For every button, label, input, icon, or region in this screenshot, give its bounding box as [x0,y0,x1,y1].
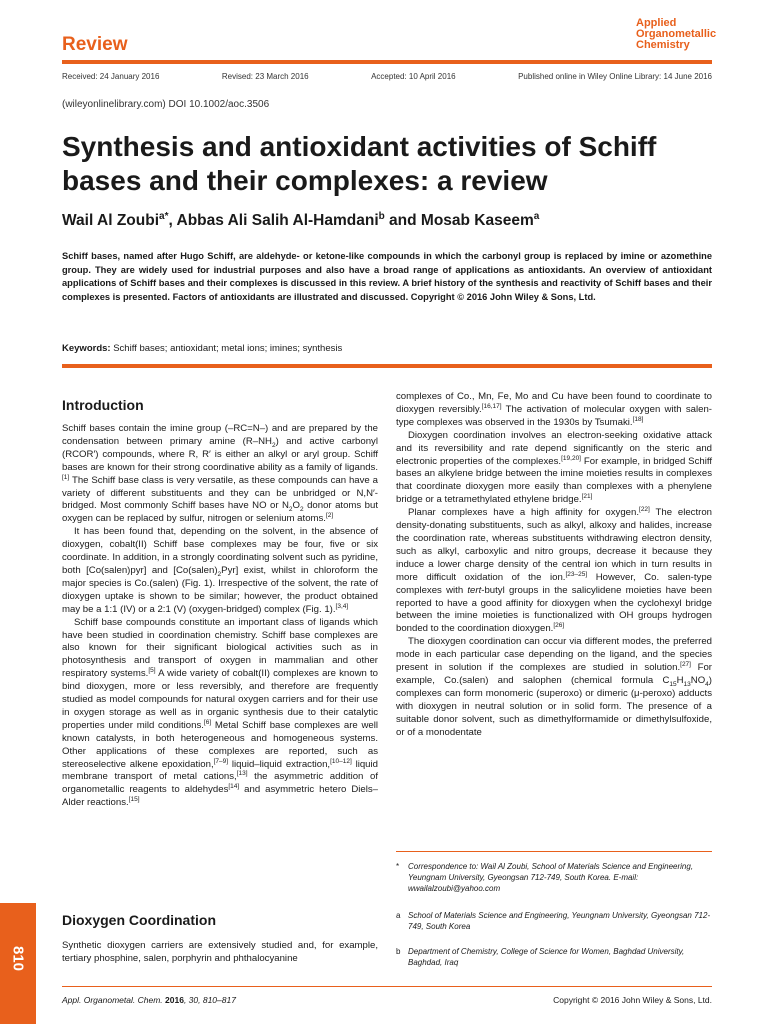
text-run: and asymmetric hetero Diels–Alder reactions. [62,784,378,809]
text-run: Pyr] exist, whilst in chloroform the major species is Co.(salen) (Fig. 1). Irrespective of the solvent, the rate of dioxygen uptake is shown to be similar; however, the product obtained may be a 1:1 (IV) or a 2:1 (V) (oxygen-bridged) complex (Fig. 1). [62,564,378,615]
text-run: The activation of molecular oxygen with salen-type complexes was observed in the 1930s by Tsumaki. [396,403,712,428]
subscript: 2 [288,506,293,514]
citation-volume-pages: , 30, 810–817 [183,995,236,1005]
author-name: Abbas Ali Salih Al-Hamdani [176,212,379,230]
text-run: O [292,500,300,512]
affiliation-b-footnote [396,946,712,968]
footnote-rule [396,851,712,852]
header-rule [62,60,712,64]
keywords-list: Schiff bases; antioxidant; metal ions; imines; synthesis [113,343,343,354]
journal-abbrev: Appl. Organometal. Chem. [62,995,163,1005]
citation-ref: [3,4] [335,602,349,610]
text-run: It has been found that, depending on the solvent, in the absence of dioxygen, cobalt(II) Schiff base complexes may be four, five or six coordinate. In addition, in a strongly coordinating solvent such as pyridine, both [Co(salen)pyr] and [Co(salen) [62,526,378,576]
author-affiliation-mark: a [533,211,540,222]
subscript: 4 [705,680,709,688]
body-paragraph [396,430,712,507]
journal-logo-line: Organometallic [636,28,717,40]
citation-year: 2016 [165,995,184,1005]
citation-ref: [27] [680,660,691,668]
text-run: Synthetic dioxygen carriers are extensively studied and, for example, tertiary phosphine, salen, porphyrin and phthalocyanine [62,940,378,964]
section-label: Review [62,34,128,55]
text-run: The Schiff base class is very versatile, as these compounds can have a variety of different substituents and they can be unbridged or N,N′-bridged. Most commonly Schiff bases have NO or N [62,474,378,512]
citation-ref: [26] [553,622,565,630]
citation-ref: [10–12] [330,757,352,765]
footer-rule [62,986,712,987]
citation-ref: [21] [581,493,593,501]
text-run: donor atoms but oxygen can be replaced by sulfur, nitrogen or selenium atoms. [62,500,378,525]
citation-ref: [23–25] [565,570,588,578]
accepted-date: Accepted: 10 April 2016 [371,72,456,81]
footnote-mark: * [396,862,400,871]
text-run: liquid membrane transport of metal cations, [62,758,378,783]
journal-citation [62,995,236,1005]
author-separator: , [168,212,177,230]
citation-ref: [19,20] [561,454,581,462]
text-run: ) complexes can form monomeric (superoxo) or dimeric (μ-peroxo) adducts with dioxygen in neutral solution or in solid form. The presence of a suitable donor solvent, such as dimethylformamide or dimethylsulfoxide, or of a monodentate [396,674,712,738]
text-run: Planar complexes have a high affinity for oxygen. [408,507,640,519]
citation-ref: [14] [228,783,240,791]
text-run: A wide variety of cobalt(II) complexes are known to bind dioxygen, more or less reversibly, and therefore are frequently studied as model compounds for natural oxygen carriers and for their use in oxygen storage as well as in organic synthesis due to their catalytic properties under mild conditions. [62,668,378,731]
author-affiliation-mark: b [378,211,385,222]
text-run: The electron density-donating substituents, such as alkyl, alkoxy and halides, increase the coordination rate, whereas substituents withdrawing electron density, such as alkyl, carboxylic and nitro groups, decrease it because they induce a lower charge density of the central ion which in turn results in more difficult oxidation of the ion. [396,507,713,583]
body-paragraph [396,636,712,739]
body-paragraph [62,526,378,616]
citation-ref: [6] [203,718,212,726]
keywords-label: Keywords: [62,343,111,354]
section-rule [62,364,712,368]
citation-ref: [1] [62,473,70,481]
subscript: 13 [683,680,691,688]
author-affiliation-mark: a* [159,211,169,222]
footnote-mark: b [396,947,401,956]
author-separator: and [384,212,421,230]
introduction-heading: Introduction [62,397,144,413]
subscript: 2 [217,570,222,578]
citation-ref: [5] [148,667,156,675]
body-paragraph [396,391,712,430]
dioxygen-coordination-heading: Dioxygen Coordination [62,912,216,928]
citation-ref: [16,17] [481,402,502,410]
text-run: Metal Schiff base complexes are well known catalysts, in both heterogeneous and homogeneous systems. Other applications of these complexes are reported, such as stereoselective alkene epoxidation, [62,719,379,770]
text-run: However, Co. salen-type complexes with [396,571,712,596]
body-paragraph [396,507,712,636]
citation-ref: [22] [639,505,650,513]
subscript: 15 [669,680,677,688]
keywords [62,343,342,354]
article-dates [62,72,712,81]
text-run: complexes of Co., Mn, Fe, Mo and Cu have been found to coordinate to dioxygen reversibly. [396,391,712,415]
citation-ref: [7–9] [213,757,229,765]
text-run: H [676,674,684,686]
footnote-mark: a [396,911,401,920]
left-column [62,423,378,810]
left-column-lower [62,940,378,966]
article-title: Synthesis and antioxidant activities of Schiff bases and their complexes: a review [62,131,657,196]
text-run: For example, Co.(salen) and salophen (chemical formula C [396,662,712,686]
footnote-text: Department of Chemistry, College of Science for Women, Baghdad University, Baghdad, Iraq [408,947,685,967]
abstract: Schiff bases, named after Hugo Schiff, are aldehyde- or ketone-like compounds in which the carbonyl group is replaced by imine or azomethine group. They are widely used for industrial purposes and also have a broad range of applications as antioxidants. An overview of antioxidant applications of Schiff bases and their complexes is discussed in this review. A brief history of the synthesis and reactivity of Schiff bases and their complexes is presented. Factors of antioxidants are illustrated and discussed. Copyright © 2016 John Wiley & Sons, Ltd. [62,251,712,302]
footnote-text: Correspondence to: Wail Al Zoubi, School of Materials Science and Engineering, Yeungnam University, Gyeongsan 712-749, South Korea. E-mail: wwailalzoubi@yahoo.com [408,862,694,893]
body-paragraph [62,940,378,966]
journal-logo-line: Chemistry [636,39,690,51]
footnote-text: School of Materials Science and Engineering, Yeungnam University, Gyeongsan 712-749, South Korea [408,911,711,931]
author-name: Mosab Kaseem [420,212,534,230]
text-run: liquid–liquid extraction, [228,758,331,770]
italic-text: tert [467,584,482,596]
subscript: 2 [271,441,276,449]
text-run: -butyl groups in the salicylidene moieties have been reported to have a good affinity for dioxygen when the cyclohexyl bridge between the imine moieties is functionalized with OH groups hydrogen bonded to the coordination dioxygen. [396,584,712,635]
journal-logo-line: Applied [636,17,677,29]
copyright-notice: Copyright © 2016 John Wiley & Sons, Ltd. [553,995,712,1005]
correspondence-footnote [396,861,712,894]
author-name: Wail Al Zoubi [62,212,160,230]
citation-ref: [2] [325,512,334,520]
author-list [62,211,539,230]
page-number: 810 [9,945,27,972]
journal-logo [636,18,716,51]
affiliation-a-footnote [396,910,712,932]
body-paragraph [62,423,378,526]
text-run: NO [690,674,706,686]
subscript: 2 [300,506,304,514]
text-run: ) and active carbonyl (RCOR′) compounds, where R, R′ is either an alkyl or aryl group. Schiff bases are known for their strong coordinative ability as a family of ligands. [62,435,378,473]
revised-date: Revised: 23 March 2016 [221,72,309,81]
published-date: Published online in Wiley Online Library: 14 June 2016 [518,72,712,81]
text-run: Schiff bases contain the imine group (–RC=N–) and are prepared by the condensation between primary amine (R–NH [62,423,378,447]
citation-ref: [15] [128,796,140,804]
received-date: Received: 24 January 2016 [62,72,160,81]
text-run: Dioxygen coordination involves an electron-seeking oxidative attack and its reversibility and rate depend significantly on the steric and electronic properties of the complexes. [396,429,712,467]
text-run: The dioxygen coordination can occur via different modes, the preferred mode in each particular case depending on the ligand, and the species present in solution if the complexes are studied in solution. [396,636,712,674]
text-run: the asymmetric addition of organometallic reagents to aldehydes [62,771,378,796]
body-paragraph [62,617,378,811]
citation-ref: [13] [236,770,248,778]
citation-ref: [18] [632,415,644,423]
right-column [396,391,712,739]
doi-line[interactable]: (wileyonlinelibrary.com) DOI 10.1002/aoc.3506 [62,99,270,110]
text-run: Schiff base compounds constitute an important class of ligands which have been studied in coordination chemistry. Schiff base complexes are also known for their significant biological activities such as in photosynthesis and transport of oxygen in mammalian and other respiratory systems. [62,616,378,680]
text-run: For example, in bridged Schiff bases an alkylene bridge between the imine moieties results in complexes that coordinate dioxygen more easily than complexes with a phenylene bridge or a tetramethylated ethylene bridge. [396,455,713,506]
